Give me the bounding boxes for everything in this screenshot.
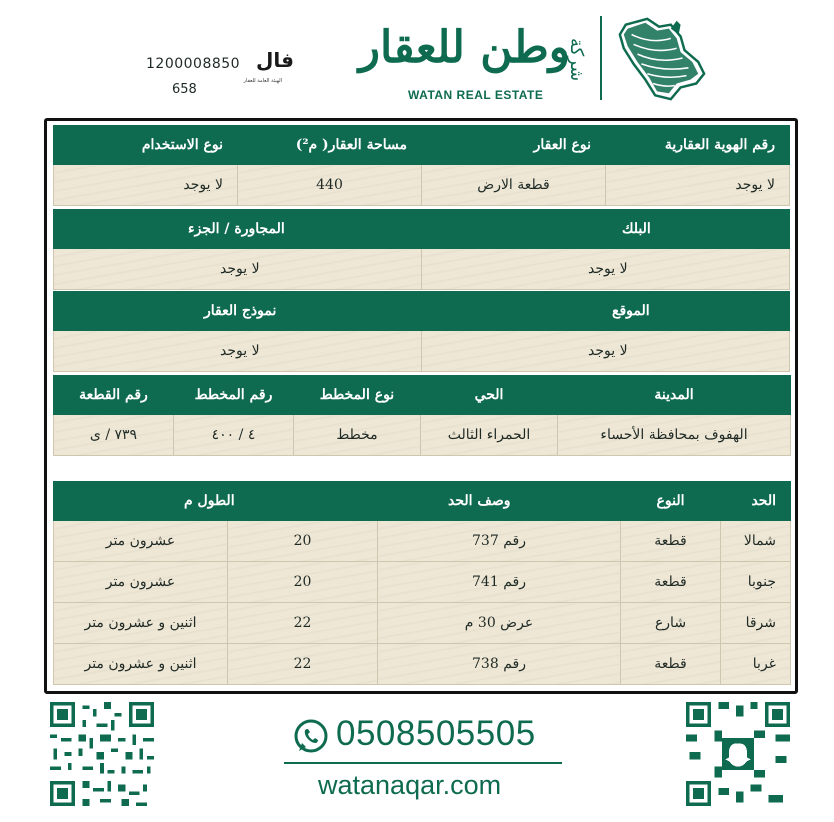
boundary-length-text: اثنين و عشرون متر	[54, 603, 228, 644]
header	[0, 0, 834, 118]
header-boundary-type: النوع	[621, 482, 721, 521]
value-plan-type: مخطط	[294, 415, 421, 456]
value-plot-number: ٧٣٩ / ى	[54, 415, 174, 456]
property-card	[44, 118, 798, 694]
header-plan-number: رقم المخطط	[174, 376, 294, 415]
brand-logo	[358, 20, 598, 110]
header-location: الموقع	[422, 292, 790, 331]
header-boundary-side: الحد	[721, 482, 791, 521]
value-block: لا يوجد	[422, 249, 790, 290]
header-city: المدينة	[558, 376, 791, 415]
whatsapp-icon	[292, 718, 330, 756]
fal-logo-icon: فال	[256, 48, 294, 72]
header-district: الحي	[421, 376, 558, 415]
plan-table	[53, 375, 790, 456]
header-plot-number: رقم القطعة	[54, 376, 174, 415]
brand-name-english: WATAN REAL ESTATE	[408, 88, 544, 102]
header-usage-type: نوع الاستخدام	[54, 126, 238, 165]
boundary-description: رقم 738	[378, 644, 621, 685]
value-neighborhood-part: لا يوجد	[54, 249, 422, 290]
phone-contact[interactable]	[292, 712, 552, 760]
boundary-description: عرض 30 م	[378, 603, 621, 644]
boundaries-table	[53, 481, 790, 685]
table-row	[54, 562, 791, 603]
boundary-type: شارع	[621, 603, 721, 644]
boundary-side: جنوبا	[721, 562, 791, 603]
value-property-area: 440	[238, 165, 422, 206]
header-property-area: مساحة العقار( م²)	[238, 126, 422, 165]
boundary-length-text: عشرون متر	[54, 562, 228, 603]
boundary-length: 20	[228, 521, 378, 562]
boundary-length: 20	[228, 562, 378, 603]
location-table	[53, 291, 790, 372]
saudi-map-logo-icon	[612, 14, 710, 104]
header-neighborhood-part: المجاورة / الجزء	[54, 210, 422, 249]
boundary-type: قطعة	[621, 644, 721, 685]
boundary-side: شمالا	[721, 521, 791, 562]
phone-number[interactable]: 0508505505	[336, 714, 536, 753]
boundary-side: غربا	[721, 644, 791, 685]
value-city: الهفوف بمحافظة الأحساء	[558, 415, 791, 456]
value-property-model: لا يوجد	[54, 331, 422, 372]
header-boundary-description: وصف الحد	[378, 482, 621, 521]
value-usage-type: لا يوجد	[54, 165, 238, 206]
brand-name-arabic: وطن للعقار	[358, 22, 570, 73]
fal-authority-label: الهيئة العامة للعقار	[243, 78, 282, 84]
boundary-description: رقم 737	[378, 521, 621, 562]
snapchat-qr-icon[interactable]	[686, 702, 790, 806]
boundary-length-text: عشرون متر	[54, 521, 228, 562]
boundary-length: 22	[228, 644, 378, 685]
qr-code-icon[interactable]	[50, 702, 154, 806]
value-district: الحمراء الثالث	[421, 415, 558, 456]
boundary-length: 22	[228, 603, 378, 644]
website-link[interactable]: watanaqar.com	[318, 770, 502, 800]
value-property-id: لا يوجد	[606, 165, 790, 206]
table-row	[54, 521, 791, 562]
boundary-description: رقم 741	[378, 562, 621, 603]
fal-license-number-2: 658	[172, 82, 197, 97]
property-info-table	[53, 125, 790, 206]
block-table	[53, 209, 790, 290]
value-property-type: قطعة الارض	[422, 165, 606, 206]
header-property-model: نموذج العقار	[54, 292, 422, 331]
value-plan-number: ٤ / ٤٠٠	[174, 415, 294, 456]
header-plan-type: نوع المخطط	[294, 376, 421, 415]
boundary-length-text: اثنين و عشرون متر	[54, 644, 228, 685]
boundary-type: قطعة	[621, 521, 721, 562]
header-block: البلك	[422, 210, 790, 249]
brand-prefix: شركة	[566, 38, 587, 82]
header-length: الطول م	[54, 482, 378, 521]
fal-license-block	[146, 48, 296, 108]
boundary-side: شرقا	[721, 603, 791, 644]
boundary-type: قطعة	[621, 562, 721, 603]
brand-divider	[600, 16, 602, 100]
header-property-type: نوع العقار	[422, 126, 606, 165]
header-property-id: رقم الهوية العقارية	[606, 126, 790, 165]
footer-divider	[284, 762, 562, 764]
fal-license-number: 1200008850	[146, 56, 241, 72]
table-row	[54, 603, 791, 644]
value-location: لا يوجد	[422, 331, 790, 372]
table-row	[54, 644, 791, 685]
